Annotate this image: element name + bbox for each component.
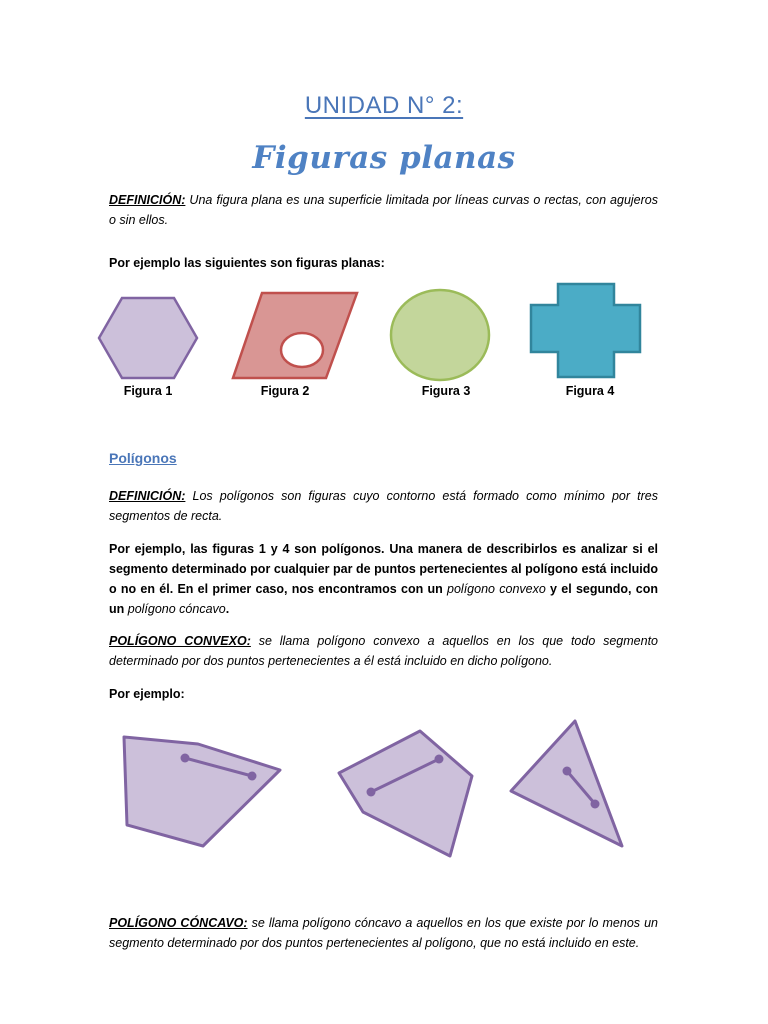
definition-text: Una figura plana es una superficie limitada por líneas curvas o rectas, con agujeros o sin ellos. bbox=[109, 193, 658, 227]
polygons-example-paragraph bbox=[109, 539, 658, 619]
main-title: Figuras planas bbox=[252, 140, 516, 176]
concave-label: POLÍGONO CÓNCAVO: bbox=[109, 916, 248, 930]
example-text-3: . bbox=[225, 602, 230, 616]
figure-4-cross bbox=[527, 281, 645, 381]
polygons-definition-text: Los polígonos son figuras cuyo contorno está formado como mínimo por tres segmentos de recta. bbox=[109, 489, 658, 523]
polygons-heading: Polígonos bbox=[109, 450, 177, 466]
figure-2-caption: Figura 2 bbox=[260, 384, 310, 398]
definition-label: DEFINICIÓN: bbox=[109, 193, 186, 207]
example-intro: Por ejemplo las siguientes son figuras planas: bbox=[109, 256, 385, 270]
example-text-2: y el segundo, con un bbox=[109, 582, 658, 616]
figure-3-caption: Figura 3 bbox=[421, 384, 471, 398]
convex-term: polígono convexo bbox=[447, 582, 546, 596]
figure-4-caption: Figura 4 bbox=[565, 384, 615, 398]
figure-2-parallelogram bbox=[228, 290, 362, 382]
concave-text: se llama polígono cóncavo a aquellos en los que existe por lo menos un segmento determinado por dos puntos pertenecientes al polígono, que no está incluido en este. bbox=[109, 916, 658, 950]
figure-3-circle bbox=[387, 287, 493, 383]
figure-1-caption: Figura 1 bbox=[123, 384, 173, 398]
unit-title: UNIDAD N° 2: bbox=[304, 92, 464, 119]
convex-polygon-3 bbox=[511, 721, 622, 846]
polygons-definition-label: DEFINICIÓN: bbox=[109, 489, 186, 503]
figure-1-hexagon bbox=[94, 295, 202, 381]
concave-term: polígono cóncavo bbox=[127, 602, 226, 616]
convex-polygon-1 bbox=[124, 737, 280, 846]
polygons-definition bbox=[109, 486, 658, 526]
convex-polygon-2 bbox=[339, 731, 472, 856]
convex-polygon-examples bbox=[110, 710, 640, 870]
example-text-1: Por ejemplo, las figuras 1 y 4 son polígonos. Una manera de describirlos es analizar si el segmento determinado por cualquier par de puntos pertenecientes al polígono está incluido o no en él. En el primer caso, nos encontramos con un bbox=[109, 542, 658, 596]
convex-text: se llama polígono convexo a aquellos en los que todo segmento determinado por dos puntos pertenecientes a él está incluido en dicho polígono. bbox=[109, 634, 658, 668]
definition-paragraph bbox=[109, 190, 658, 230]
concave-definition bbox=[109, 913, 658, 953]
example-label: Por ejemplo: bbox=[109, 687, 185, 701]
convex-definition bbox=[109, 631, 658, 671]
convex-label: POLÍGONO CONVEXO: bbox=[109, 634, 251, 648]
